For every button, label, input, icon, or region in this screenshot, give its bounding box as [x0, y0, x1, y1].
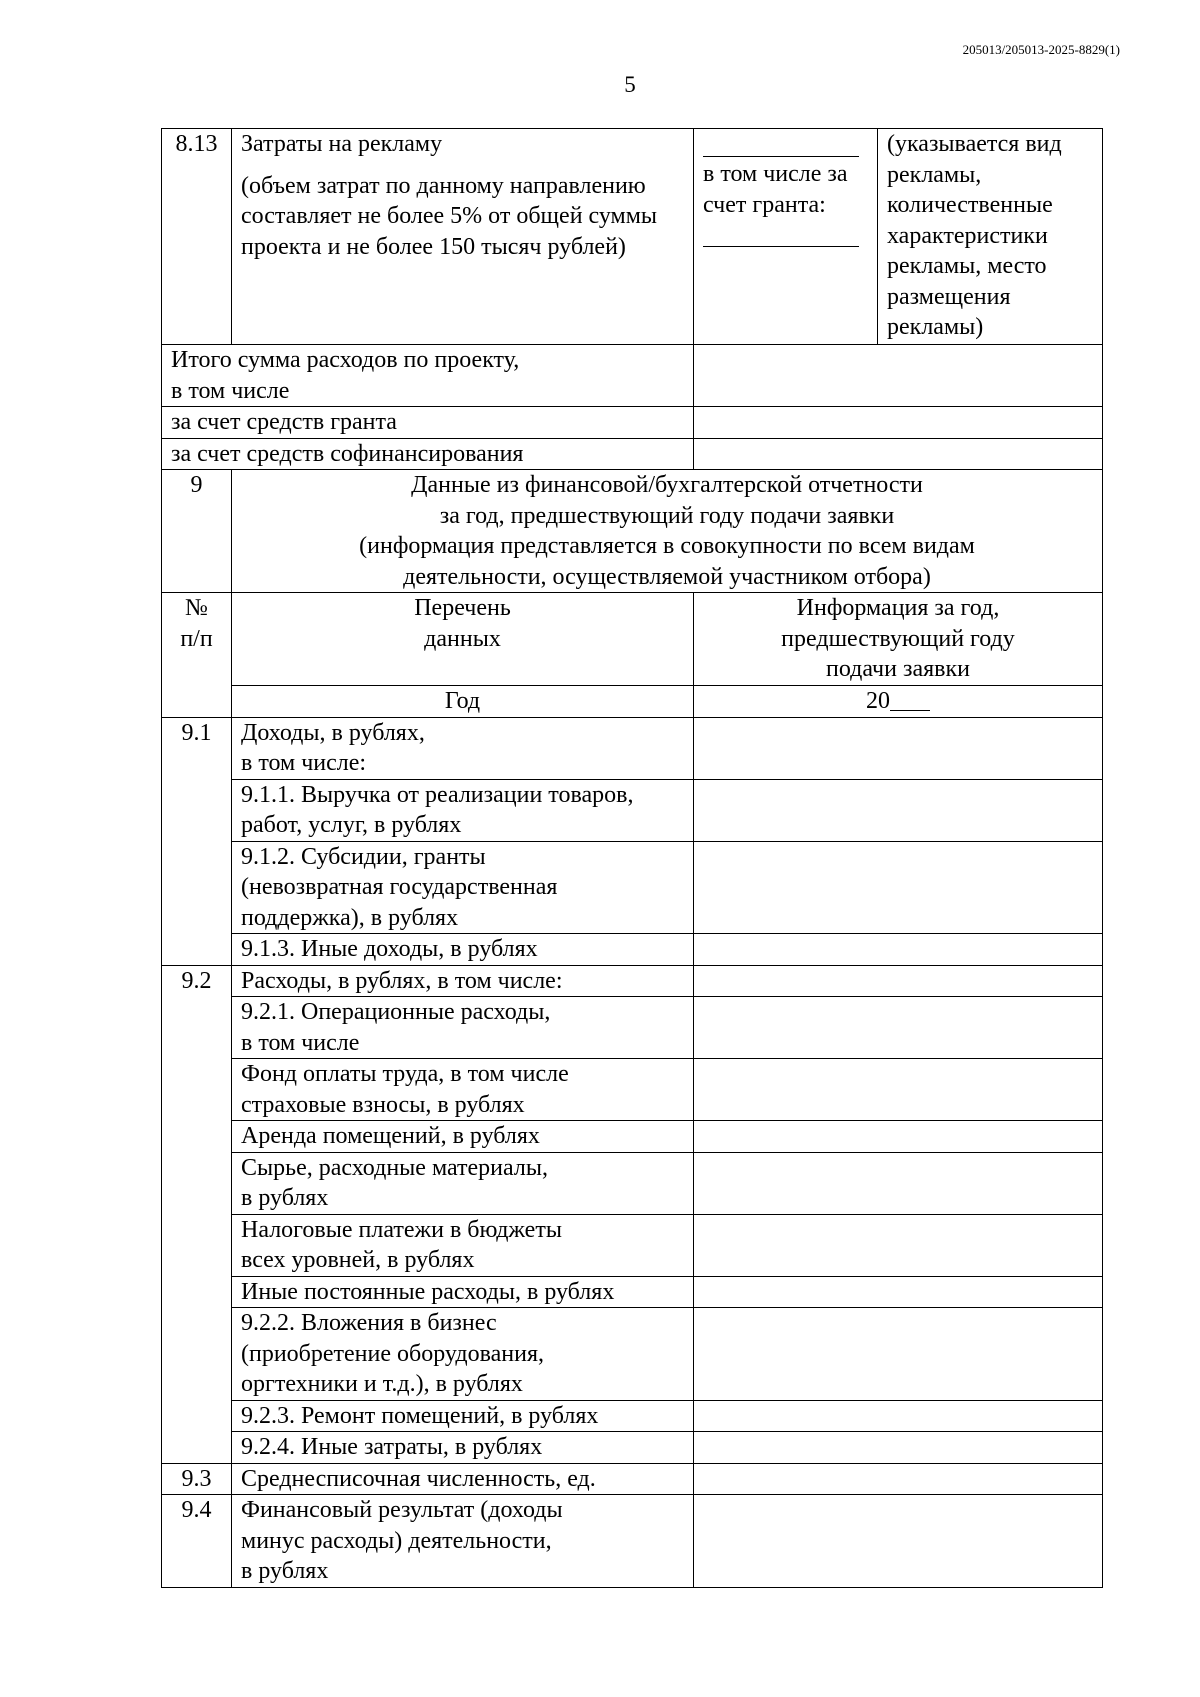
- row-value-cell[interactable]: [694, 1495, 1103, 1588]
- col-info-header: Информация за год, предшествующий году подачи заявки: [694, 593, 1103, 686]
- row-other-fixed: [162, 1276, 1103, 1308]
- row-9-2-4: [162, 1432, 1103, 1464]
- row-label: Аренда помещений, в рублях: [232, 1121, 694, 1153]
- including-grant-label: в том числе за счет гранта:: [703, 161, 848, 218]
- grant-value-cell[interactable]: [694, 407, 1103, 439]
- cofinancing-row: [162, 438, 1103, 470]
- total-label: Итого сумма расходов по проекту, в том числе: [162, 345, 694, 407]
- year-blank[interactable]: [890, 686, 930, 711]
- advertising-cost-cell: [232, 129, 694, 345]
- row-number: 9.4: [162, 1495, 232, 1588]
- row-9-2-3: [162, 1400, 1103, 1432]
- total-row: [162, 345, 1103, 407]
- advertising-description-cell: (указывается вид рекламы, количественные характеристики рекламы, место размещения рекламы): [878, 129, 1103, 345]
- row-value-cell[interactable]: [694, 997, 1103, 1059]
- row-value-cell[interactable]: [694, 965, 1103, 997]
- row-9-1: [162, 717, 1103, 779]
- row-label: 9.1.3. Иные доходы, в рублях: [232, 934, 694, 966]
- row-label: Налоговые платежи в бюджеты всех уровней, в рублях: [232, 1214, 694, 1276]
- page-number: 5: [624, 72, 636, 97]
- row-9-1-1: [162, 779, 1103, 841]
- col-number-header: № п/п: [162, 593, 232, 686]
- row-taxes: [162, 1214, 1103, 1276]
- row-number: 9.1: [162, 717, 232, 779]
- row-9-3: [162, 1463, 1103, 1495]
- advertising-cost-title: Затраты на рекламу: [241, 131, 443, 157]
- row-label: Фонд оплаты труда, в том числе страховые взносы, в рублях: [232, 1059, 694, 1121]
- amount-blank-bottom[interactable]: [703, 220, 859, 247]
- row-value-cell[interactable]: [694, 1152, 1103, 1214]
- row-value-cell[interactable]: [694, 934, 1103, 966]
- row-9-4: [162, 1495, 1103, 1588]
- row-number: 9.2: [162, 965, 232, 997]
- amount-blank-top[interactable]: [703, 129, 859, 157]
- row-label: 9.2.2. Вложения в бизнес (приобретение оборудования, оргтехники и т.д.), в рублях: [232, 1308, 694, 1401]
- row-label: Расходы, в рублях, в том числе:: [232, 965, 694, 997]
- row-rent: [162, 1121, 1103, 1153]
- row-9-2-1: [162, 997, 1103, 1059]
- row-value-cell[interactable]: [694, 1276, 1103, 1308]
- total-value-cell[interactable]: [694, 345, 1103, 407]
- row-value-cell[interactable]: [694, 841, 1103, 934]
- cofinancing-value-cell[interactable]: [694, 438, 1103, 470]
- row-9-1-2: [162, 841, 1103, 934]
- row-value-cell[interactable]: [694, 1214, 1103, 1276]
- row-9-2: [162, 965, 1103, 997]
- row-value-cell[interactable]: [694, 717, 1103, 779]
- section-9-title: Данные из финансовой/бухгалтерской отчетности за год, предшествующий году подачи заявки (информация представляется в совокупности по всем видам деятельности, осуществляемой участником отбора): [232, 470, 1103, 593]
- column-headers-row: [162, 593, 1103, 686]
- row-9-2-2: [162, 1308, 1103, 1401]
- col-list-header: Перечень данных: [232, 593, 694, 686]
- section-9-number: 9: [162, 470, 232, 593]
- row-value-cell[interactable]: [694, 1059, 1103, 1121]
- row-payroll: [162, 1059, 1103, 1121]
- row-label: Среднесписочная численность, ед.: [232, 1463, 694, 1495]
- financial-form-table: [161, 128, 1103, 1588]
- row-value-cell[interactable]: [694, 1463, 1103, 1495]
- row-label: Сырье, расходные материалы, в рублях: [232, 1152, 694, 1214]
- year-number-cell: [162, 686, 232, 718]
- year-prefix: 20: [866, 688, 890, 714]
- advertising-cost-note: (объем затрат по данному направлению составляет не более 5% от общей суммы проекта и не более 150 тысяч рублей): [241, 172, 658, 260]
- row-label: 9.2.1. Операционные расходы, в том числе: [232, 997, 694, 1059]
- row-value-cell[interactable]: [694, 1432, 1103, 1464]
- row-value-cell[interactable]: [694, 1121, 1103, 1153]
- row-label: Финансовый результат (доходы минус расходы) деятельности, в рублях: [232, 1495, 694, 1588]
- year-value-cell[interactable]: [694, 686, 1103, 718]
- row-label: 9.1.1. Выручка от реализации товаров, работ, услуг, в рублях: [232, 779, 694, 841]
- grant-label: за счет средств гранта: [162, 407, 694, 439]
- document-id: 205013/205013-2025-8829(1): [962, 42, 1120, 57]
- cofinancing-label: за счет средств софинансирования: [162, 438, 694, 470]
- grant-share-cell: [694, 129, 878, 345]
- grant-row: [162, 407, 1103, 439]
- row-label: Доходы, в рублях, в том числе:: [232, 717, 694, 779]
- row-value-cell[interactable]: [694, 779, 1103, 841]
- row-value-cell[interactable]: [694, 1308, 1103, 1401]
- row-label: 9.2.4. Иные затраты, в рублях: [232, 1432, 694, 1464]
- row-label: 9.1.2. Субсидии, гранты (невозвратная государственная поддержка), в рублях: [232, 841, 694, 934]
- row-materials: [162, 1152, 1103, 1214]
- year-label: Год: [232, 686, 694, 718]
- row-9-1-3: [162, 934, 1103, 966]
- row-number: 9.3: [162, 1463, 232, 1495]
- row-8-13: [162, 129, 1103, 345]
- row-label: Иные постоянные расходы, в рублях: [232, 1276, 694, 1308]
- row-label: 9.2.3. Ремонт помещений, в рублях: [232, 1400, 694, 1432]
- section-9-header-row: [162, 470, 1103, 593]
- year-row: [162, 686, 1103, 718]
- row-value-cell[interactable]: [694, 1400, 1103, 1432]
- row-number: 8.13: [162, 129, 232, 345]
